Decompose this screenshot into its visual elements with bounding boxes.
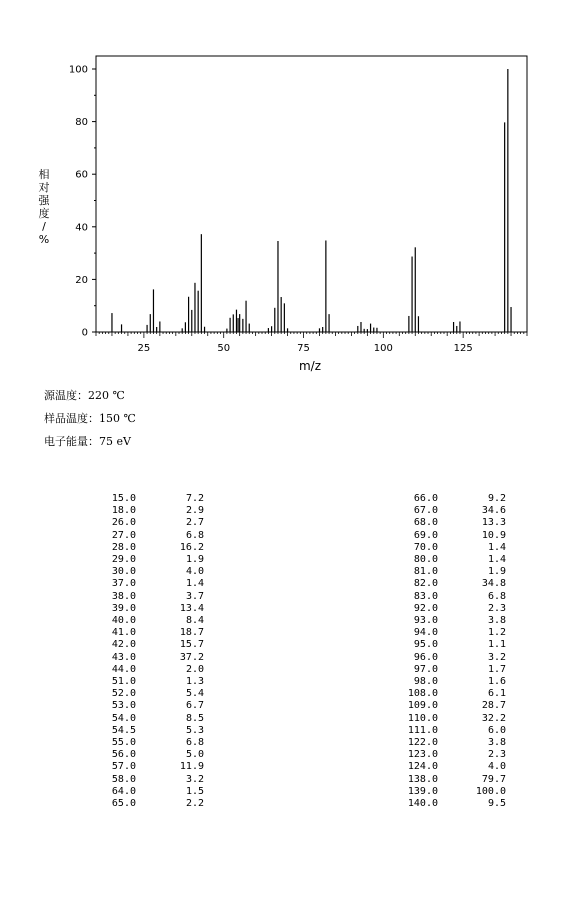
intensity-value: 5.3 <box>185 724 204 736</box>
mz-value: 80.0 <box>413 554 438 566</box>
mz-value: 140.0 <box>407 798 438 810</box>
mz-value: 95.0 <box>413 639 438 651</box>
x-tick-label: 100 <box>373 343 393 354</box>
mz-value: 97.0 <box>413 663 438 675</box>
mz-value: 41.0 <box>111 627 136 639</box>
table-row <box>96 530 204 542</box>
mz-value: 110.0 <box>407 712 438 724</box>
table-row <box>96 725 204 737</box>
y-axis-label-char: 对 <box>38 181 50 194</box>
intensity-value: 16.2 <box>179 541 204 553</box>
table-row <box>96 749 204 761</box>
x-tick-label: 50 <box>217 343 231 354</box>
mz-value: 40.0 <box>111 615 136 627</box>
mz-value: 57.0 <box>111 761 136 773</box>
table-row <box>96 627 204 639</box>
intensity-value: 6.0 <box>487 724 506 736</box>
plot-border <box>96 56 527 332</box>
electron-energy: 电子能量：75 eV <box>44 435 131 448</box>
peak-bars <box>112 69 511 332</box>
table-row <box>96 688 204 700</box>
intensity-value: 6.8 <box>185 737 204 749</box>
mz-value: 54.5 <box>111 724 136 736</box>
intensity-value: 18.7 <box>179 627 204 639</box>
table-row <box>398 493 506 505</box>
peak-table-right <box>398 493 506 810</box>
table-row <box>398 615 506 627</box>
table-row <box>96 664 204 676</box>
x-tick-label: 75 <box>297 343 310 354</box>
intensity-value: 3.7 <box>185 590 204 602</box>
intensity-value: 2.9 <box>185 505 204 517</box>
mz-value: 56.0 <box>111 749 136 761</box>
table-row <box>398 798 506 810</box>
intensity-value: 1.4 <box>487 541 506 553</box>
table-row <box>398 542 506 554</box>
table-row <box>96 713 204 725</box>
table-row <box>398 737 506 749</box>
table-row <box>398 566 506 578</box>
mz-value: 123.0 <box>407 749 438 761</box>
intensity-value: 1.2 <box>487 627 506 639</box>
mz-value: 52.0 <box>111 688 136 700</box>
mz-value: 18.0 <box>111 505 136 517</box>
intensity-value: 2.3 <box>487 749 506 761</box>
mz-value: 68.0 <box>413 517 438 529</box>
intensity-value: 6.8 <box>185 529 204 541</box>
intensity-value: 1.4 <box>487 554 506 566</box>
mz-value: 109.0 <box>407 700 438 712</box>
plot-frame <box>96 56 527 332</box>
intensity-value: 37.2 <box>179 651 204 663</box>
mz-value: 55.0 <box>111 737 136 749</box>
table-row <box>96 615 204 627</box>
table-row <box>398 591 506 603</box>
table-row <box>96 554 204 566</box>
table-row <box>398 749 506 761</box>
table-row <box>398 517 506 529</box>
mz-value: 69.0 <box>413 529 438 541</box>
table-row <box>398 578 506 590</box>
table-row <box>96 774 204 786</box>
intensity-value: 4.0 <box>487 761 506 773</box>
mz-value: 26.0 <box>111 517 136 529</box>
intensity-value: 2.2 <box>185 798 204 810</box>
intensity-value: 6.8 <box>487 590 506 602</box>
y-tick-label: 40 <box>75 222 88 234</box>
mz-value: 81.0 <box>413 566 438 578</box>
table-row <box>96 652 204 664</box>
intensity-value: 5.0 <box>185 749 204 761</box>
mz-value: 54.0 <box>111 712 136 724</box>
mz-value: 30.0 <box>111 566 136 578</box>
y-tick-label: 100 <box>68 64 88 76</box>
mz-value: 96.0 <box>413 651 438 663</box>
intensity-value: 6.7 <box>185 700 204 712</box>
mz-value: 27.0 <box>111 529 136 541</box>
y-axis-label-char: % <box>38 233 50 246</box>
mz-value: 29.0 <box>111 554 136 566</box>
mz-value: 28.0 <box>111 541 136 553</box>
table-row <box>398 603 506 615</box>
mz-value: 70.0 <box>413 541 438 553</box>
intensity-value: 13.4 <box>179 602 204 614</box>
mz-value: 82.0 <box>413 578 438 590</box>
mz-value: 43.0 <box>111 651 136 663</box>
intensity-value: 3.8 <box>487 615 506 627</box>
intensity-value: 1.1 <box>487 639 506 651</box>
x-axis-label: m/z <box>298 359 322 373</box>
table-row <box>398 786 506 798</box>
intensity-value: 1.9 <box>185 554 204 566</box>
table-row <box>96 542 204 554</box>
y-axis-label <box>36 168 52 246</box>
table-row <box>96 761 204 773</box>
mz-value: 122.0 <box>407 737 438 749</box>
table-row <box>96 517 204 529</box>
table-row <box>398 639 506 651</box>
y-tick-label: 60 <box>75 169 88 181</box>
intensity-value: 3.2 <box>185 773 204 785</box>
table-row <box>398 664 506 676</box>
mz-value: 111.0 <box>407 724 438 736</box>
intensity-value: 1.3 <box>185 676 204 688</box>
measurement-conditions <box>44 388 136 457</box>
mz-value: 138.0 <box>407 773 438 785</box>
intensity-value: 3.8 <box>487 737 506 749</box>
intensity-value: 100.0 <box>475 785 506 797</box>
mz-value: 92.0 <box>413 602 438 614</box>
mz-value: 58.0 <box>111 773 136 785</box>
sample-temperature: 样品温度：150 ℃ <box>44 412 136 425</box>
mz-value: 44.0 <box>111 663 136 675</box>
peak-table-left <box>96 493 204 810</box>
intensity-value: 9.5 <box>487 798 506 810</box>
table-row <box>96 798 204 810</box>
table-row <box>398 676 506 688</box>
table-row <box>96 639 204 651</box>
table-row <box>96 676 204 688</box>
intensity-value: 34.6 <box>481 505 506 517</box>
table-row <box>398 554 506 566</box>
intensity-value: 32.2 <box>481 712 506 724</box>
table-row <box>96 591 204 603</box>
y-tick-label: 80 <box>75 117 88 129</box>
x-tick-label: 125 <box>453 343 473 354</box>
table-row <box>398 505 506 517</box>
y-axis-label-char: 度 <box>38 207 50 220</box>
intensity-value: 1.5 <box>185 785 204 797</box>
table-row <box>398 725 506 737</box>
intensity-value: 4.0 <box>185 566 204 578</box>
mz-value: 38.0 <box>111 590 136 602</box>
intensity-value: 1.6 <box>487 676 506 688</box>
table-row <box>398 713 506 725</box>
source-temperature: 源温度：220 ℃ <box>44 389 125 402</box>
intensity-value: 8.5 <box>185 712 204 724</box>
table-row <box>398 652 506 664</box>
intensity-value: 1.9 <box>487 566 506 578</box>
table-row <box>96 786 204 798</box>
y-tick-label: 0 <box>81 327 88 339</box>
table-row <box>96 566 204 578</box>
table-row <box>398 627 506 639</box>
mz-value: 15.0 <box>111 493 136 504</box>
intensity-value: 8.4 <box>185 615 204 627</box>
intensity-value: 6.1 <box>487 688 506 700</box>
intensity-value: 9.2 <box>487 493 506 504</box>
x-tick-label: 25 <box>137 343 151 354</box>
mz-value: 66.0 <box>413 493 438 504</box>
mz-value: 139.0 <box>407 785 438 797</box>
table-row <box>398 774 506 786</box>
intensity-value: 1.7 <box>487 663 506 675</box>
mz-value: 124.0 <box>407 761 438 773</box>
table-row <box>96 603 204 615</box>
table-row <box>96 493 204 505</box>
mz-value: 37.0 <box>111 578 136 590</box>
intensity-value: 79.7 <box>481 773 506 785</box>
intensity-value: 2.3 <box>487 602 506 614</box>
intensity-value: 2.7 <box>185 517 204 529</box>
mz-value: 83.0 <box>413 590 438 602</box>
table-row <box>96 700 204 712</box>
intensity-value: 34.8 <box>481 578 506 590</box>
intensity-value: 15.7 <box>179 639 204 651</box>
mz-value: 64.0 <box>111 785 136 797</box>
mz-value: 53.0 <box>111 700 136 712</box>
table-row <box>398 688 506 700</box>
table-row <box>96 578 204 590</box>
table-row <box>398 530 506 542</box>
intensity-value: 28.7 <box>481 700 506 712</box>
intensity-value: 2.0 <box>185 663 204 675</box>
table-row <box>96 737 204 749</box>
mz-value: 42.0 <box>111 639 136 651</box>
intensity-value: 13.3 <box>481 517 506 529</box>
table-row <box>96 505 204 517</box>
mz-value: 65.0 <box>111 798 136 810</box>
mass-spectrum-chart <box>0 0 570 380</box>
mz-value: 67.0 <box>413 505 438 517</box>
table-row <box>398 761 506 773</box>
intensity-value: 3.2 <box>487 651 506 663</box>
intensity-value: 5.4 <box>185 688 204 700</box>
mz-value: 108.0 <box>407 688 438 700</box>
y-tick-label: 20 <box>75 274 88 286</box>
table-row <box>398 700 506 712</box>
intensity-value: 1.4 <box>185 578 204 590</box>
mz-value: 93.0 <box>413 615 438 627</box>
intensity-value: 11.9 <box>179 761 204 773</box>
mz-value: 94.0 <box>413 627 438 639</box>
intensity-value: 7.2 <box>185 493 204 504</box>
mz-value: 98.0 <box>413 676 438 688</box>
y-axis-label-char: / <box>42 220 46 233</box>
y-axis-label-char: 强 <box>38 194 50 207</box>
y-axis-label-char: 相 <box>38 168 50 181</box>
intensity-value: 10.9 <box>481 529 506 541</box>
mz-value: 39.0 <box>111 602 136 614</box>
y-axis <box>69 65 96 339</box>
x-axis <box>96 332 527 354</box>
mz-value: 51.0 <box>111 676 136 688</box>
